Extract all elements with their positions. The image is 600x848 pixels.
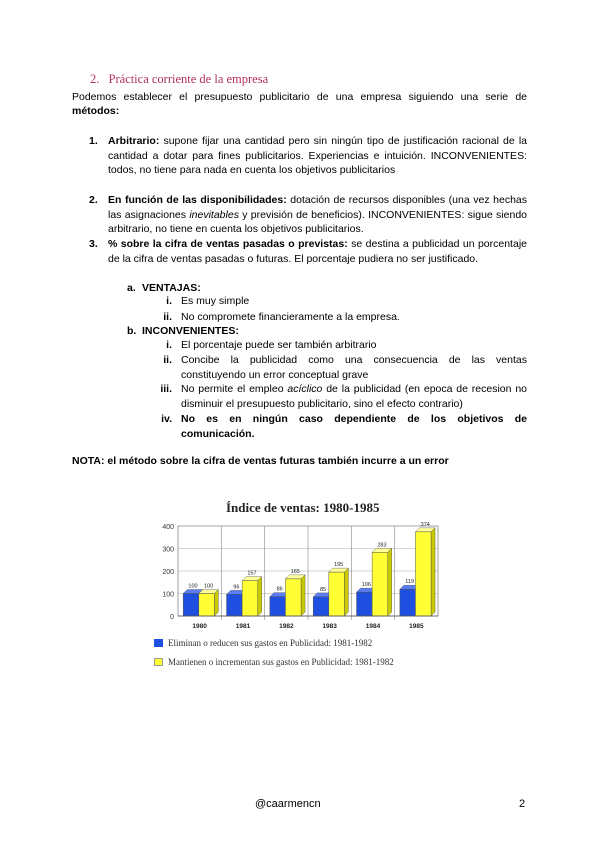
y-tick-label: 300: [162, 546, 174, 554]
sub-marker: b.: [127, 325, 137, 337]
bar-side: [431, 528, 435, 616]
section-title: [90, 72, 268, 87]
section-number: 2.: [90, 72, 100, 86]
bar-yellow: [242, 581, 258, 616]
bar-blue: [313, 597, 329, 616]
bar-value-label: 106: [361, 582, 371, 589]
item-italic: inevitables: [189, 208, 239, 221]
bar-blue: [357, 592, 373, 616]
legend-label: Eliminan o reducen sus gastos en Publicidad: 1981-1982: [168, 638, 373, 648]
subsub-text: No permite el empleo: [181, 383, 288, 395]
bar-value-label: 86: [276, 586, 283, 593]
item-marker: 1.: [89, 135, 98, 147]
ventajas-heading: [127, 281, 201, 295]
x-tick-label: 1982: [279, 623, 294, 630]
item-text: supone fijar una cantidad pero sin ningún tipo de justificación racional de la cantidad a dotar para fines publicitarios. Experiencias e intuición. INCONVENIENTES: todos, no tiene para nada en cuenta los objetivos publicitarios: [108, 135, 527, 176]
item-marker: 2.: [89, 194, 98, 206]
bar-side: [214, 590, 218, 617]
bar-value-label: 195: [334, 562, 344, 569]
x-tick-label: 1985: [409, 623, 424, 630]
bar-side: [344, 568, 348, 616]
sub-marker: a.: [127, 282, 136, 294]
bar-side: [258, 577, 262, 616]
intro-bold: métodos:: [72, 105, 120, 117]
bar-blue: [270, 597, 286, 616]
note: NOTA: el método sobre la cifra de ventas futuras también incurre a un error: [72, 455, 449, 467]
bar-value-label: 374: [420, 521, 430, 528]
bar-yellow: [285, 579, 301, 616]
bar-value-label: 100: [188, 583, 198, 590]
legend-label: Mantienen o incrementan sus gastos en Publicidad: 1981-1982: [168, 657, 394, 667]
x-tick-label: 1984: [365, 623, 381, 630]
y-tick-label: 200: [162, 569, 174, 576]
item-text-cont: y previsión de beneficios). INCONVENIENTES: sigue siendo arbitrario, no tiene en cuenta los objetivos publicitarios.: [108, 208, 527, 235]
item-heading: % sobre la cifra de ventas pasadas o previstas:: [108, 238, 348, 250]
subsub-marker: i.: [166, 295, 172, 307]
y-tick-label: 400: [162, 524, 174, 531]
subsub-text-cont: de la publicidad (en epoca de recesion no disminuir el presupuesto publicitario, sino el efecto contrario): [181, 383, 527, 410]
item-marker: 3.: [89, 238, 98, 250]
y-tick-label: 100: [162, 591, 174, 599]
bar-value-label: 85: [319, 586, 327, 593]
bar-blue: [183, 594, 199, 617]
bar-value-label: 100: [204, 583, 214, 590]
subsub-marker: iii.: [160, 383, 172, 395]
x-tick-label: 1981: [235, 623, 251, 630]
subsub-text: No es en ningún caso dependiente de los objetivos de comunicación.: [181, 413, 527, 440]
footer-page-number: 2: [519, 798, 526, 810]
y-tick-label: 0: [170, 614, 174, 621]
subsub-marker: ii.: [163, 311, 172, 323]
inconvenientes-heading: [127, 324, 239, 338]
method-item-porcentaje: [89, 237, 527, 266]
bar-blue: [227, 594, 243, 616]
inconvenientes-item: [163, 353, 527, 383]
subsub-text: Concibe la publicidad como una consecuencia de las ventas constituyendo un error conceptual grave: [181, 354, 527, 381]
bar-yellow: [415, 532, 431, 616]
method-item-disponibilidades: [89, 193, 527, 237]
subsub-marker: i.: [166, 339, 172, 351]
subsub-text: Es muy simple: [181, 295, 250, 307]
bar-value-label: 96: [233, 584, 240, 591]
inconvenientes-item: [160, 382, 527, 412]
footer-username: @caarmencn: [255, 798, 321, 810]
ventajas-item: [166, 294, 527, 309]
chart-title: Índice de ventas: 1980-1985: [226, 500, 380, 515]
inconvenientes-item: [161, 412, 527, 442]
ventajas-item: [163, 310, 527, 325]
bar-value-label: 283: [377, 542, 387, 549]
bar-side: [388, 548, 392, 616]
subsub-text: No compromete financieramente a la empresa.: [181, 311, 400, 323]
subsub-marker: ii.: [163, 354, 172, 366]
intro-text: Podemos establecer el presupuesto publicitario de una empresa siguiendo una serie de: [72, 91, 527, 103]
section-title-text: Práctica corriente de la empresa: [108, 72, 269, 86]
bar-value-label: 119: [405, 579, 415, 586]
x-tick-label: 1980: [192, 623, 207, 630]
chart-plot: [150, 520, 445, 650]
bar-yellow: [199, 594, 215, 617]
bar-side: [301, 575, 305, 616]
bar-value-label: 165: [290, 568, 300, 575]
method-item-arbitrario: [89, 134, 527, 178]
bar-blue: [400, 589, 416, 616]
sub-label: VENTAJAS:: [142, 282, 201, 294]
bar-yellow: [372, 552, 388, 616]
inconvenientes-item: [166, 338, 527, 353]
item-text: se destina a publicidad un porcentaje de la cifra de ventas pasadas o futuras. El porcentaje pudiera no ser justificado.: [108, 238, 527, 265]
sub-label: INCONVENIENTES:: [142, 325, 239, 337]
subsub-marker: iv.: [161, 413, 172, 425]
legend-swatch-yellow: [154, 658, 163, 666]
item-heading: En función de las disponibilidades:: [108, 194, 287, 206]
bar-value-label: 157: [247, 570, 257, 577]
bar-yellow: [329, 572, 345, 616]
item-heading: Arbitrario:: [108, 135, 160, 147]
x-tick-label: 1983: [322, 623, 337, 630]
sales-chart: [150, 495, 445, 675]
legend-swatch-blue: [154, 639, 163, 647]
subsub-italic: acíclico: [287, 383, 323, 395]
intro-paragraph: [72, 90, 527, 118]
item-text: dotación de recursos disponibles (una vez hechas las asignaciones: [108, 194, 527, 221]
subsub-text: El porcentaje puede ser también arbitrario: [181, 339, 377, 351]
